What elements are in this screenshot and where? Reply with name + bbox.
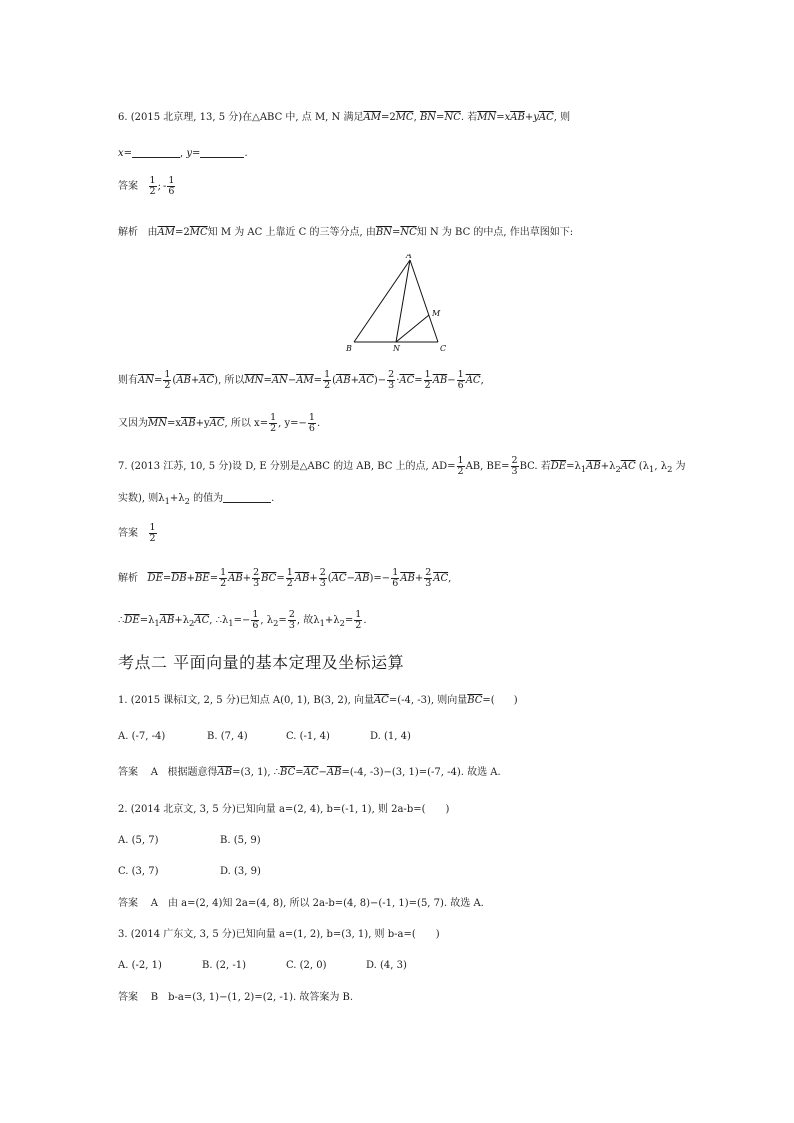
s1-stem: 1. (2015 课标Ⅰ文, 2, 5 分)已知点 A(0, 1), B(3, 2), 向量$\overline{AC}=(-4$, -3), 则向量$\overline{BC}=$( ) [118,695,518,706]
segment-an [396,260,410,342]
s2-options-row2 [118,865,261,879]
q6-analysis-2: 则有$\overline{AN}=$ $\frac{1}{2}$ $(\overline{AB}+\overline{AC})$, 所以$\overline{MN}=\overline{AN}-\overline{AM}=$ $\frac{1}{2}$ $(\overline{AB}+\overline{AC})-$ $\frac{2}{3}$ $\cdot\overline{AC}=$ $\frac{1}{2}$ $\overline{AB}-$ $\frac{1}{6}$ $\overline{AC}$, [118,369,484,391]
q6-stem: 6. (2015 北京理, 13, 5 分)在△ABC 中, 点 M, N 满足$\overline{AM}=2\overline{MC}$, $\overline{BN}=\overline{NC}$. 若$\overline{MN}=x\overline{AB}+y\overline{AC}$, 则 [118,112,571,123]
s1-option-a[interactable]: A. (-7, -4) [118,731,166,742]
s3-option-b[interactable]: B. (2, -1) [202,960,246,971]
s2-option-a[interactable]: A. (5, 7) [118,835,159,846]
edge-ac [410,260,438,342]
q7-analysis-1: 解析 $\overline{DE}=\overline{DB}+\overline{BE}=$ $\frac{1}{2}$ $\overline{AB}+$ $\frac{2}{3}$ $\overline{BC}=$ $\frac{1}{2}$ $\overline{AB}+$ $\frac{2}{3}$ $(\overline{AC}-\overline{AB})=-$ $\frac{1}{6}$ $\overline{AB}+$ $\frac{2}{3}$ $\overline{AC}$, [118,567,452,589]
s3-answer: 答案 B b-a=(3, 1)−(1, 2)=(2, -1). 故答案为 B. [118,992,354,1003]
q7-analysis-2: $\therefore\overline{DE}=\lambda_1\overline{AB}+\lambda_2\overline{AC}$, $\therefore\lambda_1=-$ $\frac{1}{6}$ , $\lambda_2=$ $\frac{2}{3}$ , 故$\lambda_1+\lambda_2=$ $\frac{1}{2}$ . [118,609,367,631]
label-m: M [432,309,441,318]
q6-answer: 答案 $\frac{1}{2}$ ; - $\frac{1}{6}$ [118,175,175,197]
s3-option-d[interactable]: D. (4, 3) [366,960,407,971]
segment-mn [396,315,429,342]
s2-stem: 2. (2014 北京文, 3, 5 分)已知向量 a=(2, 4), b=(-1, 1), 则 2a-b=( ) [118,804,450,815]
q6-analysis-1: 解析 由$\overline{AM}=2\overline{MC}$知 M 为 AC 上靠近 C 的三等分点, 由$\overline{BN}=\overline{NC}$知 N 为 BC 的中点, 作出草图如下: [118,227,574,238]
q7-stem-1: 7. (2013 江苏, 10, 5 分)设 D, E 分别是△ABC 的边 AB, BC 上的点, AD= $\frac{1}{2}$ AB, BE= $\frac{2}{3}$ BC. 若$\overline{DE}=\lambda_1\overline{AB}+\lambda_2\overline{AC}$ ($\lambda_1$, $\lambda_2$ 为 [118,455,686,477]
s3-stem: 3. (2014 广东文, 3, 5 分)已知向量 a=(1, 2), b=(3, 1), 则 b-a=( ) [118,929,440,940]
s1-answer: 答案 A 根据题意得$\overline{AB}=(3$, 1), $\therefore\overline{BC}=\overline{AC}-\overline{AB}=(-4$, -3)−(3, 1)=(-7, -4). 故选 A. [118,767,501,778]
edge-ab [354,260,410,342]
s3-option-c[interactable]: C. (2, 0) [286,960,327,971]
triangle-figure [340,254,460,356]
label-a: A [406,254,412,260]
q6-analysis-3: 又因为$\overline{MN}=x\overline{AB}+y\overline{AC}$, 所以 x= $\frac{1}{2}$ , y=− $\frac{1}{6}$ . [118,412,321,434]
s3-options [118,959,407,973]
s2-answer: 答案 A 由 a=(2, 4)知 2a=(4, 8), 所以 2a-b=(4, 8)−(-1, 1)=(5, 7). 故选 A. [118,898,484,909]
analysis-label: 解析 [118,227,138,238]
s1-option-d[interactable]: D. (1, 4) [370,731,411,742]
s2-options-row1 [118,834,261,848]
q7-answer: 答案 $\frac{1}{2}$ [118,522,156,544]
s1-options [118,730,411,744]
s1-option-c[interactable]: C. (-1, 4) [286,731,330,742]
q7-stem-2: 实数), 则$\lambda_1+\lambda_2$ 的值为 . [118,493,275,506]
s2-option-c[interactable]: C. (3, 7) [118,866,159,877]
s2-option-d[interactable]: D. (3, 9) [220,866,261,877]
label-c: C [440,344,447,353]
s2-option-b[interactable]: B. (5, 9) [220,835,261,846]
s3-option-a[interactable]: A. (-2, 1) [118,960,162,971]
section-heading: 考点二 平面向量的基本定理及坐标运算 [118,653,405,672]
q6-blank: x= , y= . [118,148,248,159]
label-n: N [393,344,400,353]
answer-label: 答案 [118,181,138,192]
label-b: B [346,344,352,353]
s1-option-b[interactable]: B. (7, 4) [207,731,248,742]
